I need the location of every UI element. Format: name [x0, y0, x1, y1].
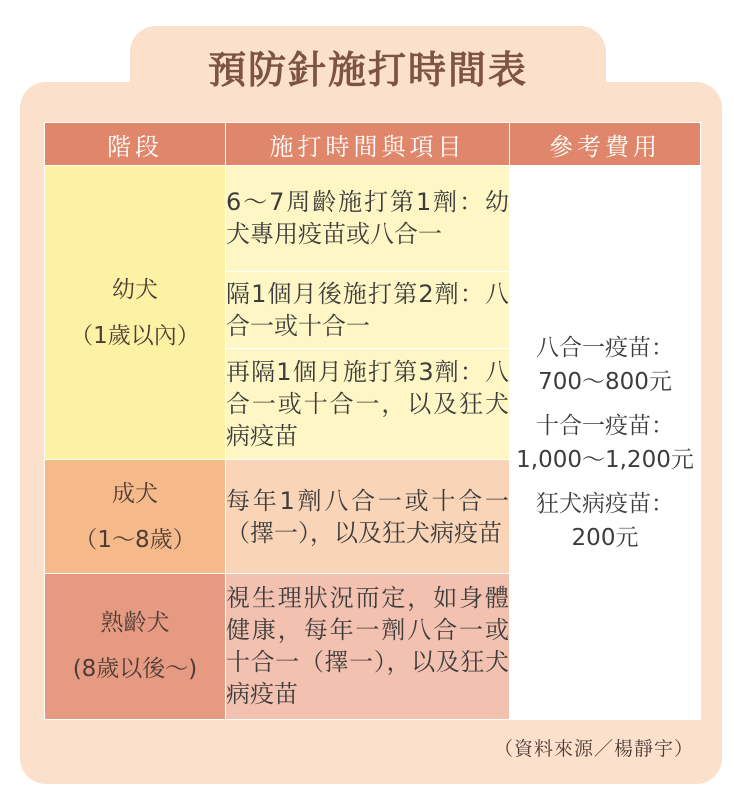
timing-puppy-dose1: 6～7周齡施打第1劑：幼犬專用疫苗或八合一: [226, 166, 510, 272]
stage-senior: [45, 573, 226, 719]
cost-label: 八合一疫苗：: [536, 334, 674, 361]
timing-puppy-dose3: 再隔1個月施打第3劑：八合一或十合一，以及狂犬病疫苗: [226, 348, 510, 460]
timing-puppy-dose2: 隔1個月後施打第2劑：八合一或十合一: [226, 271, 510, 348]
cost-value: 1,000～1,200元: [516, 446, 694, 473]
cost-item-10in1: [510, 409, 700, 477]
stage-name: 成犬: [112, 480, 158, 507]
cost-value: 700～800元: [538, 368, 672, 395]
cost-cell: [510, 166, 701, 720]
header-stage: 階段: [45, 123, 226, 166]
table-header-row: [45, 123, 701, 166]
timing-senior: 視生理狀況而定，如身體健康，每年一劑八合一或十合一（擇一），以及狂犬病疫苗: [226, 573, 510, 719]
page-title: 預防針施打時間表: [207, 47, 528, 92]
stage-range: （1歲以內）: [70, 322, 200, 349]
source-credit: （資料來源／楊靜宇）: [493, 738, 694, 760]
header-cost: 參考費用: [510, 123, 701, 166]
cost-label: 狂犬病疫苗：: [536, 490, 674, 517]
vaccination-schedule-table: [44, 122, 701, 720]
stage-range: （1～8歲）: [74, 526, 196, 553]
cost-item-8in1: [510, 331, 700, 399]
stage-name: 熟齡犬: [100, 610, 170, 637]
cost-item-rabies: [510, 487, 700, 555]
stage-puppy: [45, 166, 226, 460]
timing-adult: 每年1劑八合一或十合一（擇一），以及狂犬病疫苗: [226, 460, 510, 574]
header-timing: 施打時間與項目: [226, 123, 510, 166]
cost-value: 200元: [571, 524, 639, 551]
cost-label: 十合一疫苗：: [536, 412, 674, 439]
table-row: [45, 166, 701, 272]
stage-adult: [45, 460, 226, 574]
stage-range: (8歲以後～): [72, 656, 198, 683]
stage-name: 幼犬: [112, 276, 158, 303]
